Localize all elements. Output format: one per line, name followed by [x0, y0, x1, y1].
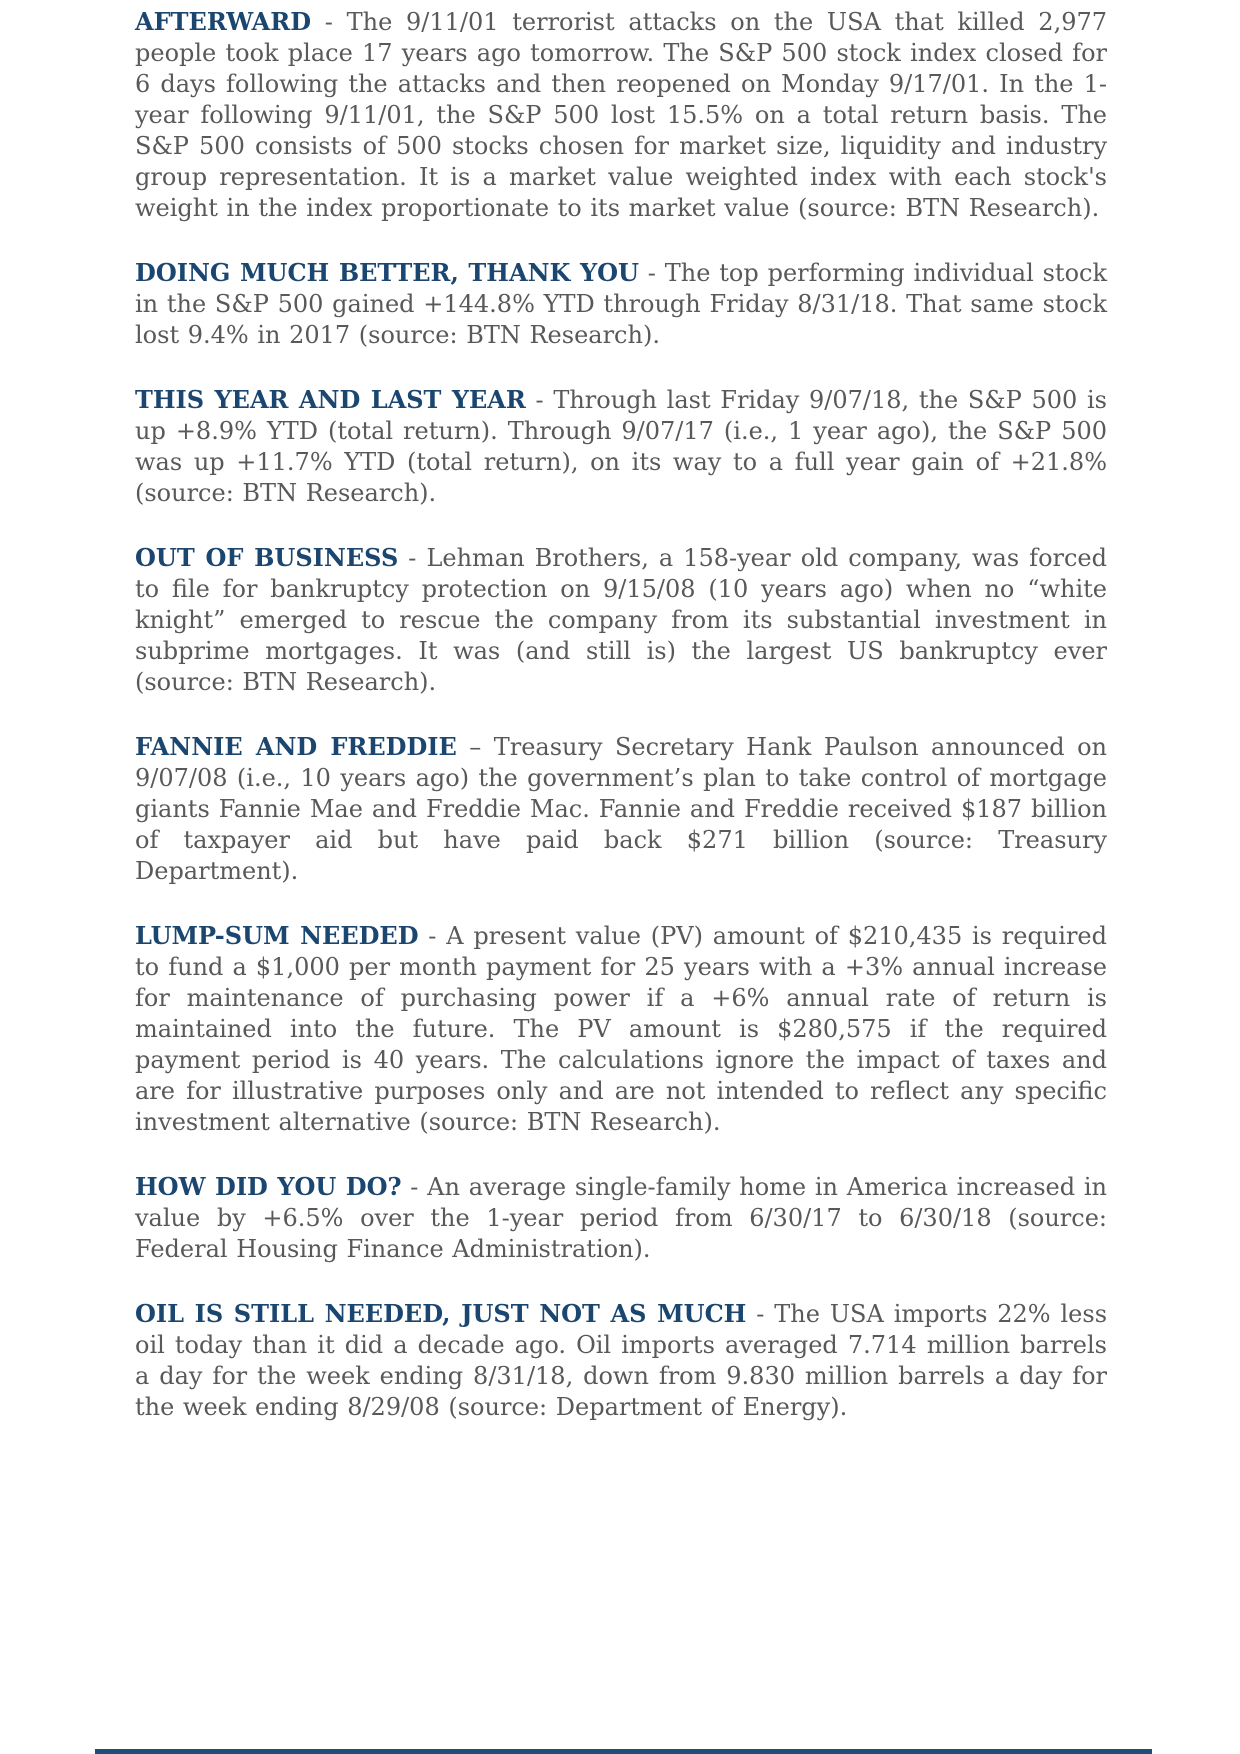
section-text: The USA imports 22% less oil today than it did a decade ago. Oil imports averaged 7.714 million barrels a day for the week ending 8/31/18, down from 9.830 million barrels a day for the week ending 8/29/08 (source: Department of Energy).: [135, 1300, 1108, 1421]
section-heading: FANNIE AND FREDDIE: [135, 732, 457, 761]
section-text: Treasury Secretary Hank Paulson announced on 9/07/08 (i.e., 10 years ago) the government’s plan to take control of mortgage giants Fannie Mae and Freddie Mac. Fannie and Freddie received $187 billion of taxpayer aid but have paid back $271 billion (source: Treasury Department).: [135, 733, 1107, 885]
heading-separator: -: [525, 386, 554, 414]
section-heading: HOW DID YOU DO?: [135, 1172, 402, 1201]
newsletter-section-out-of-business: [135, 542, 1107, 698]
newsletter-section-lump-sum-needed: [135, 920, 1107, 1138]
newsletter-section-oil-still-needed: [135, 1298, 1107, 1423]
section-text: A present value (PV) amount of $210,435 is required to fund a $1,000 per month payment for 25 years with a +3% annual increase for maintenance of purchasing power if a +6% annual rate of return is maintained into the future. The PV amount is $280,575 if the required payment period is 40 years. The calculations ignore the impact of taxes and are for illustrative purposes only and are not intended to reflect any specific investment alternative (source: BTN Research).: [135, 922, 1107, 1136]
heading-separator: -: [638, 259, 665, 287]
section-text: The top performing individual stock in the S&P 500 gained +144.8% YTD through Friday 8/31/18. That same stock lost 9.4% in 2017 (source: BTN Research).: [135, 259, 1108, 349]
heading-separator: -: [311, 8, 347, 36]
section-heading: OIL IS STILL NEEDED, JUST NOT AS MUCH: [135, 1299, 747, 1328]
section-heading: LUMP-SUM NEEDED: [135, 921, 419, 950]
section-text: Through last Friday 9/07/18, the S&P 500 is up +8.9% YTD (total return). Through 9/07/17 (i.e., 1 year ago), the S&P 500 was up +11.7% YTD (total return), on its way to a full year gain of +21.8% (source: BTN Research).: [135, 386, 1107, 507]
bottom-divider-rule: [95, 1749, 1152, 1754]
document-body: [135, 6, 1107, 1456]
newsletter-section-this-year-and-last-year: [135, 384, 1107, 509]
heading-separator: –: [456, 733, 494, 761]
heading-separator: -: [418, 922, 447, 950]
section-text: An average single-family home in America increased in value by +6.5% over the 1-year period from 6/30/17 to 6/30/18 (source: Federal Housing Finance Administration).: [135, 1173, 1107, 1263]
section-heading: OUT OF BUSINESS: [135, 543, 399, 572]
section-heading: DOING MUCH BETTER, THANK YOU: [135, 258, 639, 287]
section-heading: THIS YEAR AND LAST YEAR: [135, 385, 526, 414]
section-text: Lehman Brothers, a 158-year old company, was forced to file for bankruptcy protection on 9/15/08 (10 years ago) when no “white knight” emerged to rescue the company from its substantial investment in subprime mortgages. It was (and still is) the largest US bankruptcy ever (source: BTN Research).: [135, 544, 1107, 696]
heading-separator: -: [398, 544, 427, 572]
newsletter-section-fannie-and-freddie: [135, 731, 1107, 887]
newsletter-section-how-did-you-do: [135, 1171, 1107, 1265]
newsletter-section-doing-much-better: [135, 257, 1107, 351]
section-text: The 9/11/01 terrorist attacks on the USA that killed 2,977 people took place 17 years ago tomorrow. The S&P 500 stock index closed for 6 days following the attacks and then reopened on Monday 9/17/01. In the 1-year following 9/11/01, the S&P 500 lost 15.5% on a total return basis. The S&P 500 consists of 500 stocks chosen for market size, liquidity and industry group representation. It is a market value weighted index with each stock's weight in the index proportionate to its market value (source: BTN Research).: [135, 8, 1108, 222]
newsletter-section-afterward: [135, 6, 1107, 224]
heading-separator: -: [401, 1173, 428, 1201]
heading-separator: -: [746, 1300, 775, 1328]
section-heading: AFTERWARD: [135, 7, 312, 36]
